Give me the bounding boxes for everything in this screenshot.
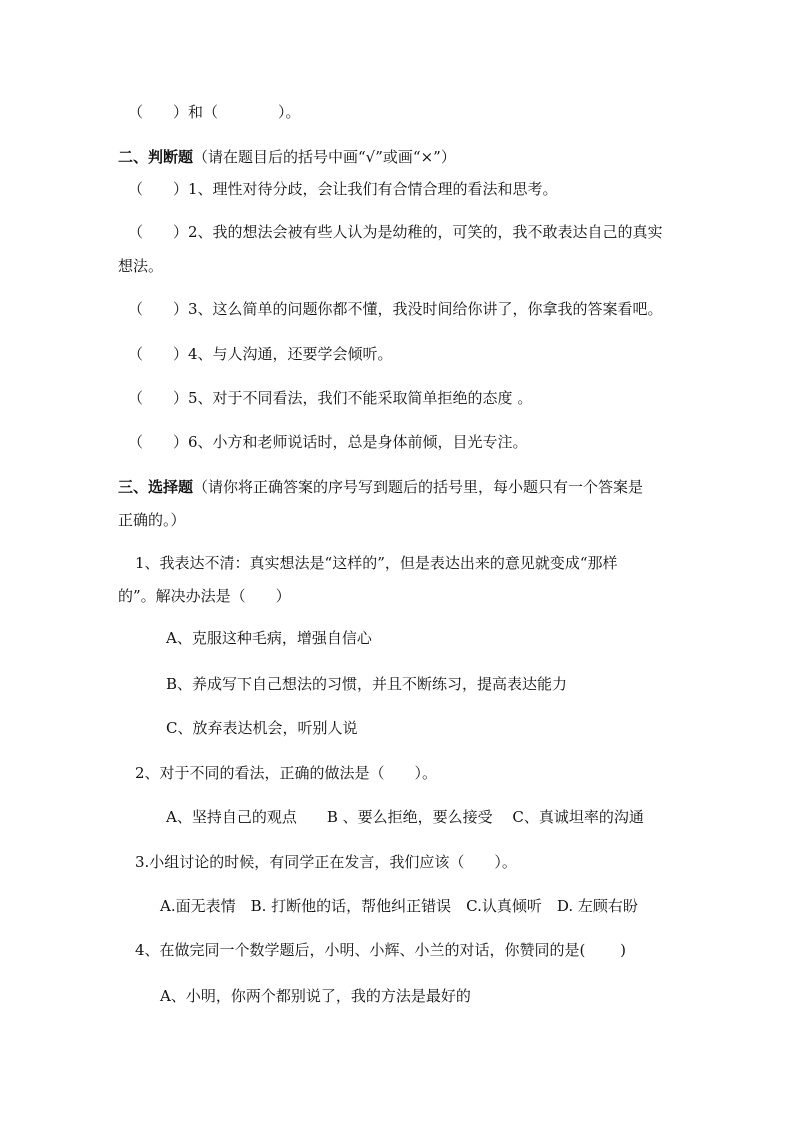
- question: 4、在做完同一个数学题后，小明、小辉、小兰的对话，你赞同的是( ): [135, 941, 627, 959]
- section-instruction: （请在题目后的括号中画“√”或画“×”）: [193, 148, 456, 166]
- answer-option: C、放弃表达机会，听别人说: [166, 719, 358, 737]
- judgment-item: （ ）4、与人沟通，还要学会倾听。: [128, 345, 393, 363]
- answer-option: B、养成写下自己想法的习惯，并且不断练习，提高表达能力: [166, 675, 568, 693]
- answer-option: A、克服这种毛病，增强自信心: [166, 629, 372, 647]
- judgment-item: （ ）3、这么简单的问题你都不懂，我没时间给你讲了，你拿我的答案看吧。: [128, 300, 663, 318]
- answer-option: A、坚持自己的观点 B 、要么拒绝，要么接受 C、真诚坦率的沟通: [166, 808, 644, 826]
- text-line: 想法。: [118, 257, 164, 275]
- judgment-item: （ ）1、理性对待分歧，会让我们有合情合理的看法和思考。: [128, 180, 558, 198]
- text-line: 正确的。）: [118, 511, 186, 529]
- judgment-item: （ ）5、对于不同看法，我们不能采取简单拒绝的态度 。: [128, 389, 533, 407]
- answer-option: A.面无表情 B. 打断他的话，帮他纠正错误 C.认真倾听 D. 左顾右盼: [160, 897, 638, 915]
- section-title: 二、判断题: [118, 148, 194, 166]
- question: 1、我表达不清：真实想法是“这样的”，但是表达出来的意见就变成“那样: [135, 554, 618, 572]
- text-line: 的”。解决办法是（ ）: [118, 587, 291, 605]
- answer-option: A、小明，你两个都别说了，我的方法是最好的: [160, 987, 471, 1005]
- question: 3.小组讨论的时候，有同学正在发言，我们应该（ ）。: [135, 853, 517, 871]
- judgment-item: （ ）6、小方和老师说话时，总是身体前倾，目光专注。: [128, 433, 528, 451]
- judgment-item: （ ）2、我的想法会被有些人认为是幼稚的，可笑的，我不敢表达自己的真实: [128, 223, 663, 241]
- section-heading: [118, 477, 643, 497]
- section-title: 三、选择题: [118, 478, 194, 496]
- text-line: （ ）和（ ）。: [128, 103, 301, 121]
- section-heading: [118, 147, 456, 167]
- question: 2、对于不同的看法，正确的做法是（ ）。: [135, 764, 438, 782]
- section-instruction: （请你将正确答案的序号写到题后的括号里，每小题只有一个答案是: [193, 478, 644, 496]
